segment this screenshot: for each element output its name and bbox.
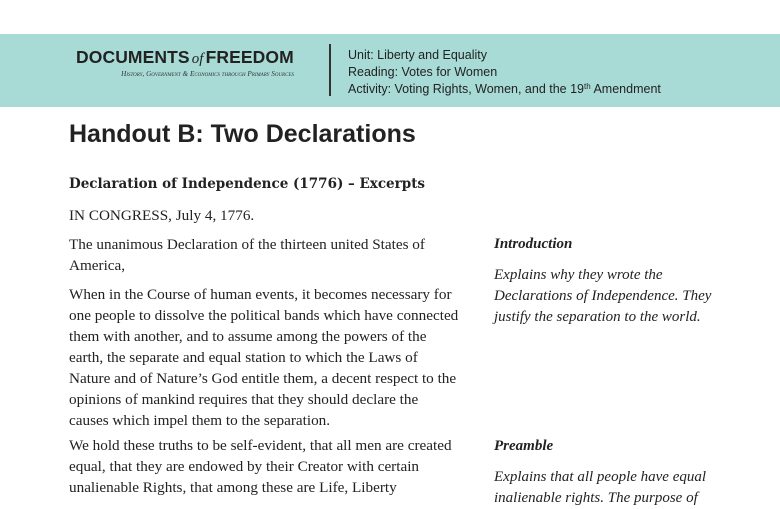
brand-name-of: of (191, 51, 204, 67)
section-heading: Declaration of Independence (1776) – Excerpts (69, 176, 426, 192)
activity-suffix: Amendment (590, 82, 661, 96)
brand-logo (76, 47, 316, 78)
paragraph-truths: We hold these truths to be self-evident, that all men are created equal, that they are endowed by their Creator with certain unalienable Rights, that among these are Life, Liberty (69, 437, 452, 496)
paragraph-congress: IN CONGRESS, July 4, 1776. (69, 207, 255, 224)
activity-superscript: th (584, 82, 591, 91)
sidebar-text-preamble: Explains that all people have equal inalienable rights. The purpose of (494, 469, 707, 506)
paragraph-unanimous: The unanimous Declaration of the thirteen united States of America, (69, 236, 425, 274)
brand-tagline: History, Government & Economics through Primary Sources (121, 70, 294, 78)
page-title: Handout B: Two Declarations (69, 120, 416, 148)
brand-name-part2: FREEDOM (205, 47, 294, 67)
sidebar-text-introduction: Explains why they wrote the Declarations of Independence. They justify the separation to the world. (494, 267, 712, 325)
sidebar-heading-introduction: Introduction (494, 236, 573, 252)
activity-prefix: Activity: Voting Rights, Women, and the 19 (348, 82, 585, 96)
header-divider (329, 44, 331, 96)
brand-name-part1: DOCUMENTS (76, 47, 190, 67)
sidebar-heading-preamble: Preamble (494, 438, 554, 454)
unit-info (348, 47, 661, 98)
header-banner (0, 34, 780, 107)
paragraph-course-of-events: When in the Course of human events, it becomes necessary for one people to dissolve the political bands which have connected them with another, and to assume among the powers of the earth, the separate and equal station to which the Laws of Nature and of Nature’s God entitle them, a decent respect to the opinions of mankind requires that they should declare the causes which impel them to the separation. (69, 286, 459, 429)
reading-label: Reading: Votes for Women (348, 65, 498, 79)
activity-label (348, 81, 661, 98)
brand-name (76, 47, 316, 68)
top-margin (0, 0, 780, 34)
unit-label: Unit: Liberty and Equality (348, 48, 487, 62)
